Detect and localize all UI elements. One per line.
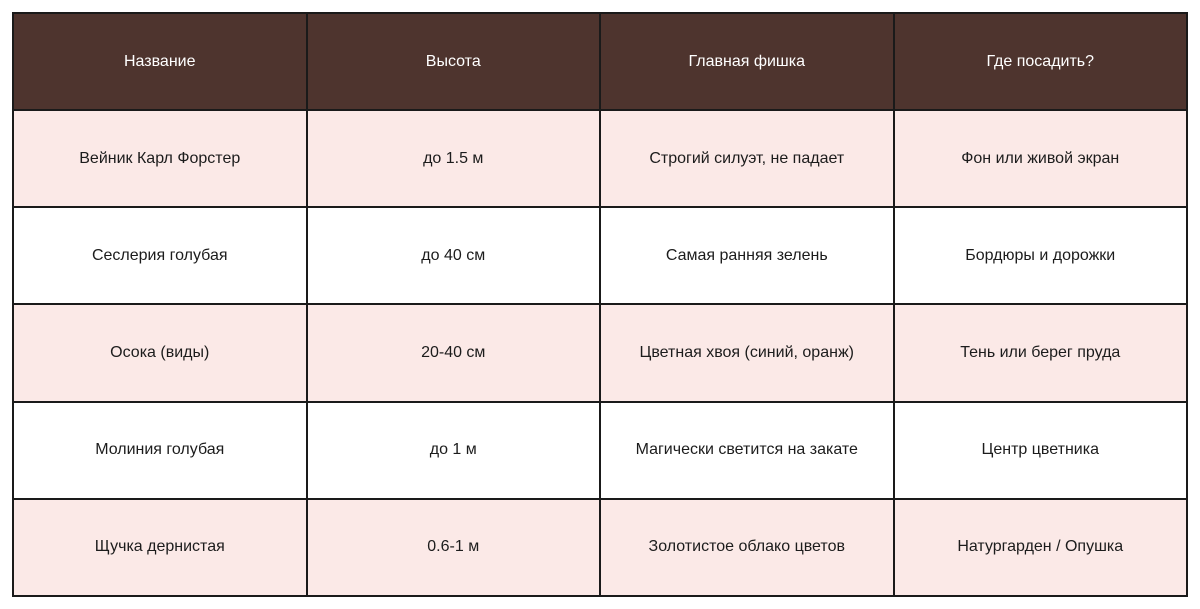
table-row [13, 499, 1187, 596]
cell-feature: Магически светится на закате [600, 402, 894, 499]
cell-name: Молиния голубая [13, 402, 307, 499]
table-row [13, 110, 1187, 207]
cell-where: Бордюры и дорожки [894, 207, 1188, 304]
cell-height: 0.6-1 м [307, 499, 601, 596]
header-name: Название [13, 13, 307, 110]
table-header [13, 13, 1187, 110]
header-feature: Главная фишка [600, 13, 894, 110]
cell-height: 20-40 см [307, 304, 601, 401]
cell-height: до 40 см [307, 207, 601, 304]
table-body [13, 110, 1187, 596]
cell-where: Фон или живой экран [894, 110, 1188, 207]
cell-where: Натургарден / Опушка [894, 499, 1188, 596]
table-row [13, 402, 1187, 499]
table-row [13, 304, 1187, 401]
header-row [13, 13, 1187, 110]
cell-name: Сеслерия голубая [13, 207, 307, 304]
cell-feature: Цветная хвоя (синий, оранж) [600, 304, 894, 401]
cell-name: Щучка дернистая [13, 499, 307, 596]
grass-comparison-table-wrapper [12, 12, 1188, 597]
cell-feature: Строгий силуэт, не падает [600, 110, 894, 207]
cell-feature: Самая ранняя зелень [600, 207, 894, 304]
cell-name: Вейник Карл Форстер [13, 110, 307, 207]
header-height: Высота [307, 13, 601, 110]
header-where-to-plant: Где посадить? [894, 13, 1188, 110]
cell-where: Тень или берег пруда [894, 304, 1188, 401]
cell-name: Осока (виды) [13, 304, 307, 401]
grass-comparison-table [12, 12, 1188, 597]
cell-height: до 1.5 м [307, 110, 601, 207]
cell-where: Центр цветника [894, 402, 1188, 499]
cell-feature: Золотистое облако цветов [600, 499, 894, 596]
table-row [13, 207, 1187, 304]
cell-height: до 1 м [307, 402, 601, 499]
